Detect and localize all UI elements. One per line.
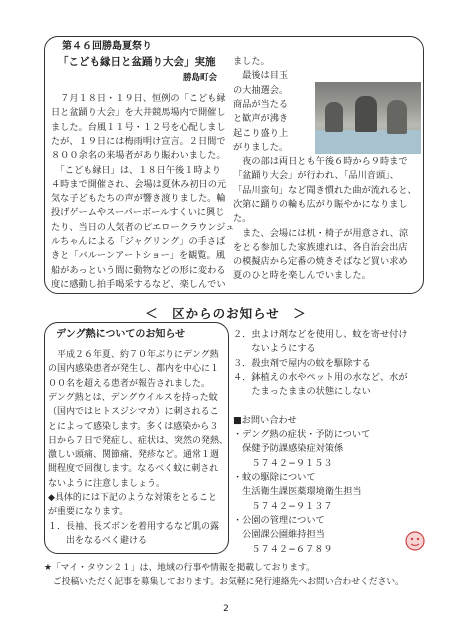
photo-person xyxy=(355,96,377,132)
section-title: ＜ 区からのお知らせ ＞ xyxy=(145,306,307,321)
text-line: 夜の部は両日とも午後６時から９時まで xyxy=(233,156,408,167)
dengue-title: デング熱についてのお知らせ xyxy=(56,329,186,340)
text-line: 生活衛生課医薬環境衛生担当 xyxy=(233,486,362,498)
text-line: ３．殺虫剤で屋内の蚊を駆除する xyxy=(233,357,371,369)
text-line: ・蚊の駆除について xyxy=(233,472,316,483)
text-line: ００名を超える患者が報告されました。 xyxy=(48,378,211,389)
text-line: 激しい頭痛、関節痛、発疹など。通常１週 xyxy=(48,450,220,461)
text-line: 保健予防課感染症対策係 xyxy=(233,443,344,455)
text-line: 日から７日で発症し、症状は、突然の発熱、 xyxy=(48,435,229,446)
text-line: たり、当日の人気者のピエロークラウンジュ xyxy=(51,221,235,233)
text-line: の国内感染患者が発生し、都内を中心に１ xyxy=(48,364,220,375)
text-line: ました。台風１１号・１２号を心配しまし xyxy=(51,121,226,133)
text-line: 間程度で回復します。なるべく蚊に刺され xyxy=(48,464,219,475)
text-line: がりました。 xyxy=(233,141,289,153)
text-line: 船があっという間に動物などの形に変わる xyxy=(51,264,226,276)
text-line: ５７４２−９１３７ xyxy=(233,500,333,512)
text-line: また、会場には机・椅子が用意され、涼 xyxy=(233,227,409,239)
text-line: たが、１９日には梅雨明け宣言。２日間で xyxy=(51,135,226,147)
text-line: ■お問い合わせ xyxy=(233,414,297,426)
text-line: ５７４２−６７８９ xyxy=(233,543,333,555)
text-line: ４時まで開催され、会場は夏休み初日の元 xyxy=(51,178,227,190)
text-line: た。 xyxy=(233,213,252,225)
text-line: 商品が当たる xyxy=(233,98,289,110)
text-line: ７月１８日・１９日、恒例の「こども縁 xyxy=(51,93,226,104)
text-line: 「盆踊り大会」が行われ、「品川音頭」、 xyxy=(233,170,399,182)
text-line: ルちゃんによる「ジャグリング」の手さば xyxy=(51,236,226,247)
festival-org: 勝島町会 xyxy=(183,73,218,83)
text-line: 最後は目玉 xyxy=(233,70,289,82)
text-line: 次第に踊りの輪も広がり賑やかになりまし xyxy=(233,198,408,210)
text-line: ８００余名の来場者があり賑わいました。 xyxy=(51,150,226,162)
text-line: ・デング熱の症状・予防について xyxy=(233,429,371,441)
text-line: （国内ではヒトスジシマカ）に刺されるこ xyxy=(48,407,219,418)
text-line: 投げゲームやスーパーボールすくいに興じ xyxy=(51,207,225,219)
text-line: ・公園の管理について xyxy=(233,514,325,526)
festival-subtitle: 「こども縁日と盆踊り大会」実施 xyxy=(58,56,216,68)
text-line: 「品川蛮句」など聞き慣れた曲が流れると、 xyxy=(233,184,417,196)
festival-title: 第４６回勝島夏祭り xyxy=(62,41,152,52)
photo-person xyxy=(325,102,343,132)
text-line: ４．鉢植えの水やペット用の水など、水が xyxy=(233,371,408,383)
festival-photo xyxy=(315,82,421,154)
text-line: とによって感染します。多くは感染から３ xyxy=(48,421,219,432)
photo-person xyxy=(387,100,407,134)
text-line: の模擬店から定番の焼きそばなど買い求め xyxy=(233,256,408,268)
footer-line-1: ★「マイ・タウン２１」は、地域の行事や情報を掲載しております。 xyxy=(44,563,315,573)
text-line: １．長袖、長ズボンを着用するなど肌の露 xyxy=(48,521,220,532)
text-line: たまったままの状態にしない xyxy=(233,386,371,398)
text-line: デング熱とは、デングウイルスを持った蚊 xyxy=(48,392,218,403)
text-line: と歓声が沸き xyxy=(233,113,289,125)
text-line: 「こども縁日」は、１８日午後１時より xyxy=(51,164,221,176)
text-line: 気な子どもたちの声が響き渡りました。輪 xyxy=(51,193,226,205)
text-line: をとる参加した家族連れは、各自治会出店 xyxy=(233,241,408,253)
text-line: が重要になります。 xyxy=(48,507,129,518)
text-line: ないようにする xyxy=(233,343,316,355)
footer-line-2: ご投稿いただく記事を募集しております。お気軽に発行連絡先へお問い合わせください。 xyxy=(44,577,404,587)
text-line: ないように注意しましょう。 xyxy=(48,478,166,489)
text-line: ５７４２−９１５３ xyxy=(233,457,333,469)
text-line: ました。 xyxy=(233,56,270,67)
text-line: 日と盆踊り大会」を大井競馬場内で開催し xyxy=(51,107,226,119)
text-line: きと「バルーンアートショー」を観覧。風 xyxy=(51,250,225,262)
text-line: 夏のひと時を楽しんでいました。 xyxy=(233,270,371,282)
page-number: 2 xyxy=(223,604,229,614)
text-line: 出をなるべく避ける xyxy=(48,535,148,546)
text-line: 平成２６年夏、約７０年ぶりにデング熱 xyxy=(48,350,219,360)
mascot-icon xyxy=(404,530,426,552)
text-line: ◆具体的には下記のような対策をとること xyxy=(48,493,217,503)
text-line: ２．虫よけ剤などを使用し、蚊を寄せ付け xyxy=(233,329,408,340)
text-line: 起こり盛り上 xyxy=(233,127,289,139)
text-line: 公園課公園維持担当 xyxy=(233,529,325,541)
text-line: 度に感動し拍手喝采するなど、楽しんでい xyxy=(51,278,226,290)
text-line: の大抽選会。 xyxy=(233,84,289,96)
